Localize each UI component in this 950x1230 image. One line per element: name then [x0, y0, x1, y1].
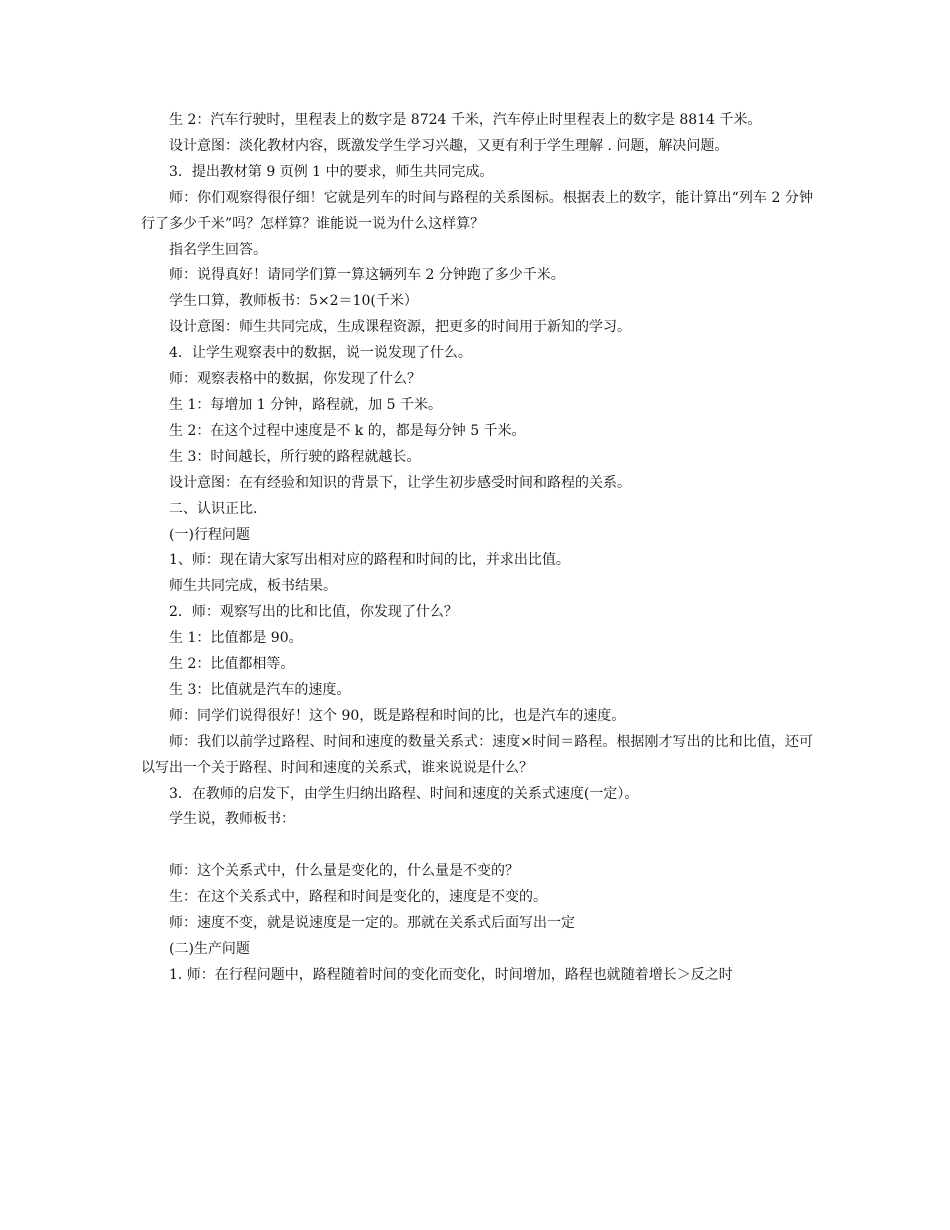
paragraph: 生 2：在这个过程中速度是不 k 的，都是每分钟 5 千米。 — [169, 422, 526, 439]
paragraph: 1、师：现在请大家写出相对应的路程和时间的比，并求出比值。 — [169, 552, 570, 569]
paragraph: 师：说得真好！请同学们算一算这辆列车 2 分钟跑了多少千米。 — [169, 267, 565, 284]
paragraph: 2．师：观察写出的比和比值，你发现了什么？ — [169, 604, 458, 621]
subsection-heading: (二)生产问题 — [169, 940, 250, 957]
paragraph: 师：这个关系式中，什么量是变化的，什么量是不变的？ — [169, 863, 519, 880]
subsection-heading: (一)行程问题 — [169, 526, 250, 543]
paragraph: 师：观察表格中的数据，你发现了什么？ — [169, 371, 421, 388]
paragraph: 生 1：比值都是 90。 — [169, 630, 303, 647]
paragraph: 设计意图：师生共同完成，生成课程资源，把更多的时间用于新知的学习。 — [169, 319, 631, 336]
paragraph: 设计意图：淡化教材内容，既激发学生学习兴趣，又更有利于学生理解 . 问题，解决问题。 — [169, 137, 729, 154]
paragraph: 指名学生回答。 — [169, 241, 267, 258]
paragraph: 3．在教师的启发下，由学生归纳出路程、时间和速度的关系式速度(一定）。 — [169, 785, 639, 802]
paragraph: 生 3：时间越长，所行驶的路程就越长。 — [169, 448, 421, 465]
paragraph: 生 3：比值就是汽车的速度。 — [169, 681, 351, 698]
paragraph: 学生口算，教师板书：5×2＝10(千米） — [169, 293, 418, 310]
paragraph: 师：我们以前学过路程、时间和速度的数量关系式：速度×时间＝路程。根据刚才写出的比和比值，还可以写出一个关于路程、时间和速度的关系式，谁来说说是什么？ — [141, 733, 813, 776]
paragraph: 1. 师：在行程问题中，路程随着时间的变化而变化，时间增加，路程也就随着增长＞反之时 — [169, 966, 733, 983]
paragraph: 师：速度不变，就是说速度是一定的。那就在关系式后面写出一定 — [169, 915, 575, 932]
section-heading: 二、认识正比. — [169, 500, 258, 517]
paragraph: 生：在这个关系式中，路程和时间是变化的，速度是不变的。 — [169, 889, 547, 906]
paragraph: 生 2：比值都相等。 — [169, 656, 295, 673]
paragraph: 生 2：汽车行驶时，里程表上的数字是 8724 千米，汽车停止时里程表上的数字是 8814 千米。 — [169, 112, 762, 128]
paragraph: 4．让学生观察表中的数据，说一说发现了什么。 — [169, 345, 472, 362]
paragraph: 师：同学们说得很好！这个 90，既是路程和时间的比，也是汽车的速度。 — [169, 707, 626, 724]
paragraph: 师生共同完成，板书结果。 — [169, 578, 337, 595]
paragraph: 学生说，教师板书： — [169, 811, 295, 828]
document-body — [141, 108, 813, 989]
paragraph: 生 1：每增加 1 分钟，路程就，加 5 千米。 — [169, 396, 442, 413]
blank-line — [141, 833, 813, 859]
paragraph: 设计意图：在有经验和知识的背景下，让学生初步感受时间和路程的关系。 — [169, 474, 631, 491]
paragraph: 师：你们观察得很仔细！它就是列车的时间与路程的关系图标。根据表上的数字，能计算出“列车 2 分钟行了多少千米”吗？怎样算？谁能说一说为什么这样算？ — [141, 189, 813, 232]
paragraph: 3．提出教材第 9 页例 1 中的要求，师生共同完成。 — [169, 163, 494, 180]
